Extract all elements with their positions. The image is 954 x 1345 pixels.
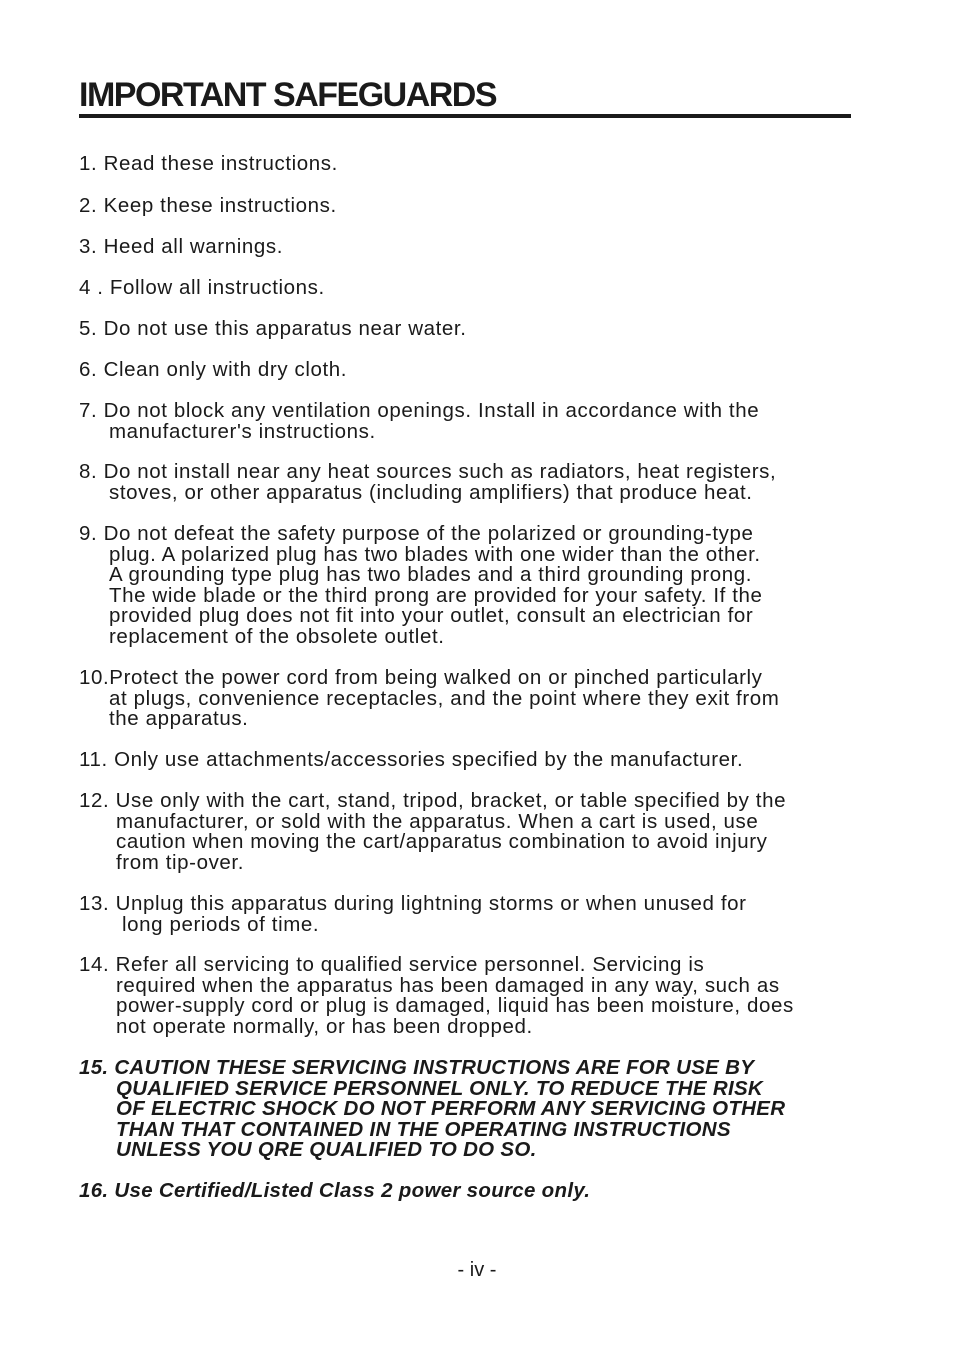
item-line: power-supply cord or plug is damaged, liquid has been moisture, does	[116, 994, 794, 1017]
item-line: 10.Protect the power cord from being walked on or pinched particularly	[79, 666, 763, 689]
safeguard-item-16	[79, 1181, 590, 1202]
item-line: 2. Keep these instructions.	[79, 194, 337, 217]
item-line: 1. Read these instructions.	[79, 152, 338, 175]
item-line: replacement of the obsolete outlet.	[109, 624, 445, 648]
page-number: - iv -	[457, 1259, 497, 1281]
item-line: manufacturer, or sold with the apparatus. When a cart is used, use	[116, 809, 759, 833]
item-line: 12. Use only with the cart, stand, tripod, bracket, or table specified by the	[79, 789, 787, 812]
safeguard-item-10	[79, 668, 779, 730]
item-line: 7. Do not block any ventilation openings. Install in accordance with the	[79, 399, 760, 422]
item-line: manufacturer's instructions.	[109, 419, 376, 443]
item-line: 11. Only use attachments/accessories specified by the manufacturer.	[79, 748, 744, 771]
safeguard-item-5	[79, 319, 467, 340]
safeguard-item-15-caution	[79, 1058, 785, 1161]
safeguard-item-7	[79, 401, 759, 442]
item-line: 13. Unplug this apparatus during lightning storms or when unused for	[79, 892, 747, 915]
item-line: OF ELECTRIC SHOCK DO NOT PERFORM ANY SERVICING OTHER	[116, 1097, 786, 1120]
item-line: caution when moving the cart/apparatus combination to avoid injury	[116, 830, 768, 853]
safeguard-item-14	[79, 955, 794, 1037]
safeguard-item-2	[79, 196, 337, 217]
item-line: The wide blade or the third prong are provided for your safety. If the	[109, 583, 763, 607]
page-title: IMPORTANT SAFEGUARDS	[79, 76, 497, 114]
item-line: the apparatus.	[109, 707, 249, 730]
item-line: long periods of time.	[122, 912, 320, 936]
safeguard-item-12	[79, 791, 786, 873]
item-line: 16. Use Certified/Listed Class 2 power source only.	[79, 1179, 591, 1202]
item-line: 9. Do not defeat the safety purpose of the polarized or grounding-type	[79, 522, 754, 545]
item-line: required when the apparatus has been damaged in any way, such as	[116, 973, 780, 997]
item-line: from tip-over.	[116, 850, 245, 874]
item-line: 15. CAUTION THESE SERVICING INSTRUCTIONS ARE FOR USE BY	[79, 1056, 755, 1079]
item-line: 14. Refer all servicing to qualified service personnel. Servicing is	[79, 953, 705, 976]
safeguard-item-13	[79, 894, 747, 935]
item-line: 8. Do not install near any heat sources such as radiators, heat registers,	[79, 460, 777, 483]
item-line: UNLESS YOU QRE QUALIFIED TO DO SO.	[116, 1138, 537, 1161]
safeguard-item-3	[79, 237, 283, 258]
safeguard-item-11	[79, 750, 743, 771]
item-line: THAN THAT CONTAINED IN THE OPERATING INSTRUCTIONS	[116, 1117, 731, 1141]
item-line: provided plug does not fit into your outlet, consult an electrician for	[109, 604, 754, 627]
item-line: 6. Clean only with dry cloth.	[79, 358, 348, 381]
page-heading	[79, 74, 851, 118]
safeguard-item-8	[79, 462, 776, 503]
safeguard-item-9	[79, 524, 763, 647]
item-line: stoves, or other apparatus (including amplifiers) that produce heat.	[109, 480, 753, 504]
safeguard-item-4	[79, 278, 325, 299]
item-line: at plugs, convenience receptacles, and the point where they exit from	[109, 686, 780, 710]
safeguard-item-6	[79, 360, 347, 381]
item-line: 5. Do not use this apparatus near water.	[79, 317, 467, 340]
item-line: 4 . Follow all instructions.	[79, 276, 325, 299]
item-line: plug. A polarized plug has two blades with one wider than the other.	[109, 542, 761, 566]
item-line: 3. Heed all warnings.	[79, 235, 284, 258]
item-line: A grounding type plug has two blades and a third grounding prong.	[109, 563, 753, 586]
item-line: QUALIFIED SERVICE PERSONNEL ONLY. TO REDUCE THE RISK	[116, 1076, 764, 1100]
safeguard-item-1	[79, 154, 338, 175]
item-line: not operate normally, or has been dropped.	[116, 1014, 533, 1038]
